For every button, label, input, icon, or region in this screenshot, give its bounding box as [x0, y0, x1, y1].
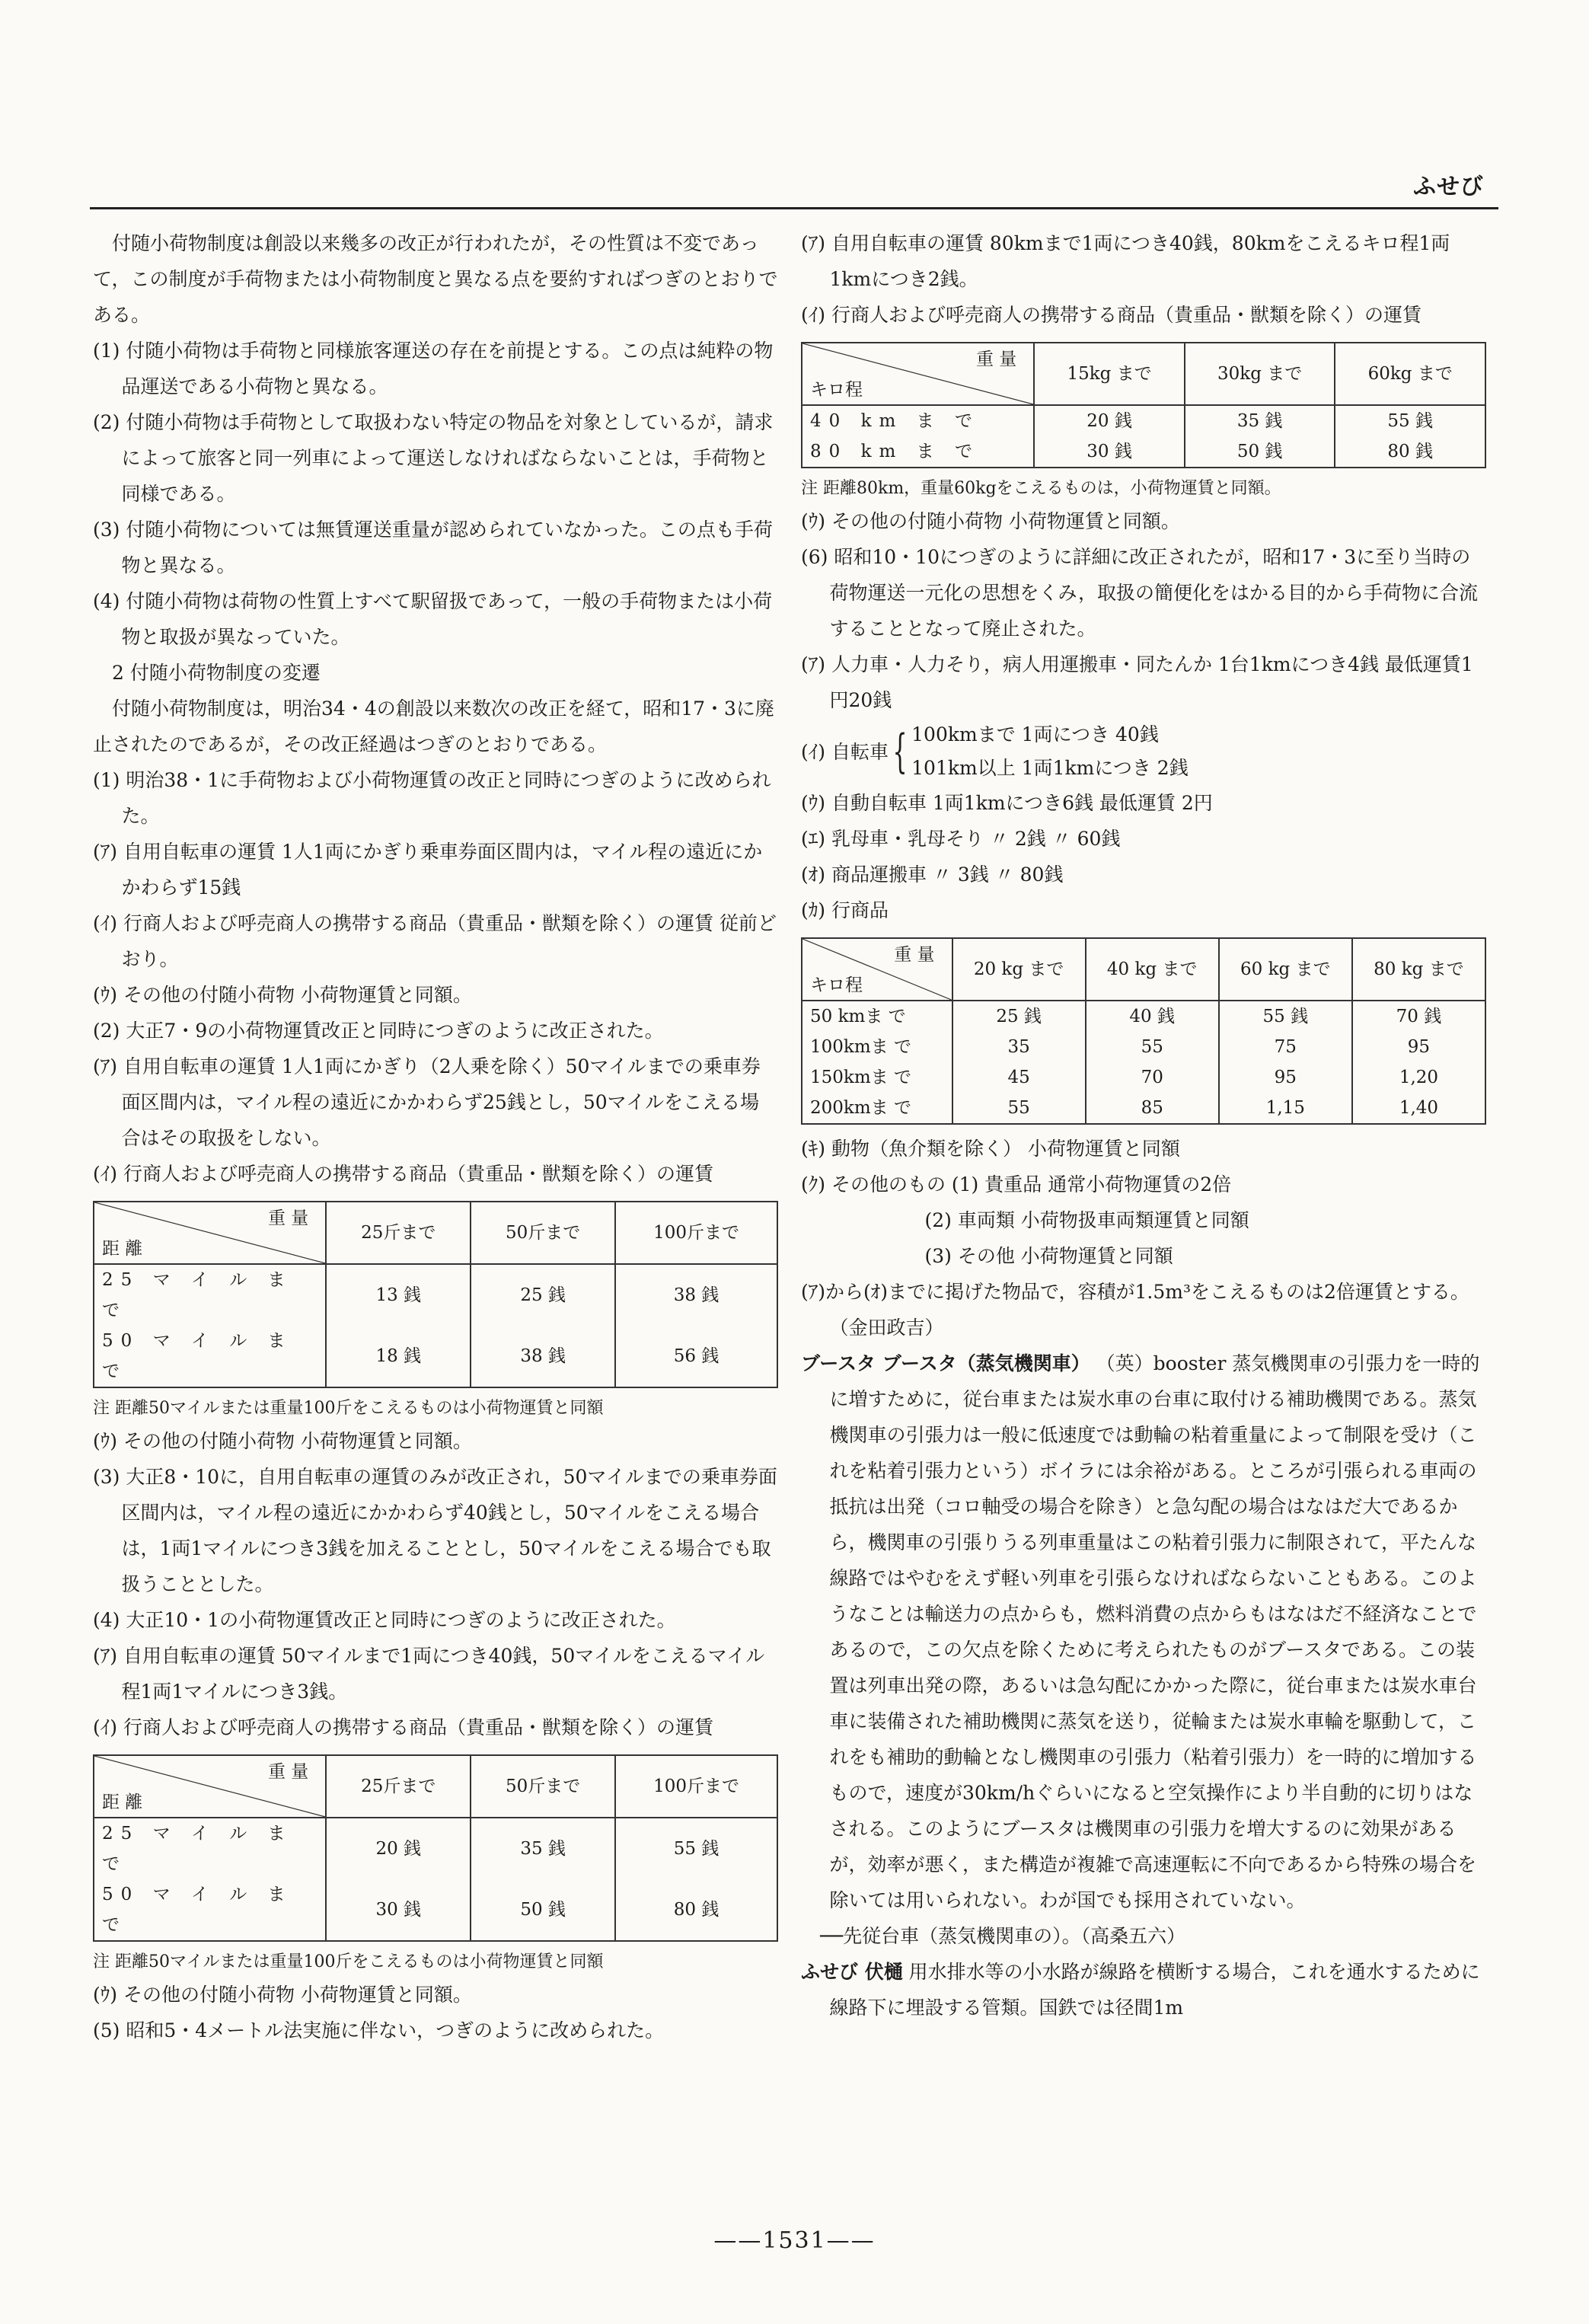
list-item: (ｶ) 行商品: [801, 899, 889, 921]
list-item: (ｱ)から(ｵ)までに掲げた物品で，容積が1.5m³をこえるものは2倍運賃とする。（金田政吉）: [801, 1281, 1469, 1339]
list-item: (1) 明治38・1に手荷物および小荷物運賃の改正と同時につぎのように改められた。: [93, 769, 771, 827]
entry-reference: ──先従台車（蒸気機関車の）。（高桑五六）: [820, 1925, 1186, 1947]
list-item: (5) 昭和5・4メートル法実施に伴ない，つぎのように改められた。: [93, 2019, 665, 2041]
list-item: (2) 大正7・9の小荷物運賃改正と同時につぎのように改正された。: [93, 1020, 664, 1042]
list-item: (ｱ) 自用自転車の運賃 1人1両にかぎり乗車券面区間内は，マイル程の遠近にかかわらず15銭: [93, 841, 763, 899]
corner-top-label: 重 量: [894, 945, 935, 965]
list-item: (ｲ) 行商人および呼売商人の携帯する商品（貴重品・獣類を除く）の運賃: [93, 1716, 713, 1738]
column-header: 80 kg まで: [1352, 938, 1485, 1001]
table-cell: 25 銭: [471, 1264, 615, 1326]
list-item: (4) 大正10・1の小荷物運賃改正と同時につぎのように改正された。: [93, 1609, 676, 1631]
row-label: 100kmま で: [802, 1032, 952, 1062]
bicycle-rates: [801, 718, 1486, 785]
column-header: 25斤まで: [326, 1202, 471, 1264]
column-header: 100斤まで: [615, 1755, 777, 1818]
table-note: 注 距離50マイルまたは重量100斤をこえるものは小荷物運賃と同額: [93, 1952, 604, 1971]
row-label: 50 マ イ ル ま で: [94, 1326, 326, 1387]
table-note: 注 距離50マイルまたは重量100斤をこえるものは小荷物運賃と同額: [93, 1399, 604, 1418]
list-item: (ｳ) その他の付随小荷物 小荷物運賃と同額。: [801, 510, 1180, 532]
table-row: [94, 1264, 777, 1326]
bicycle-rate-line: 100kmまで 1両につき 40銭: [911, 723, 1159, 745]
list-item: (ｸ) その他のもの (1) 貴重品 通常小荷物運賃の2倍: [801, 1173, 1232, 1196]
table-cell: 55: [1086, 1032, 1219, 1062]
table-cell: 30 銭: [1034, 436, 1185, 468]
corner-bottom-label: キロ程: [810, 975, 863, 995]
list-item: (6) 昭和10・10につぎのように詳細に改正されたが，昭和17・3に至り当時の荷物運送一元化の思想をくみ，取扱の簡便化をはかる目的から手荷物に合流することとなって廃止された。: [801, 546, 1479, 640]
table-cell: 35 銭: [471, 1818, 615, 1879]
table-note: 注 距離80km，重量60kgをこえるものは，小荷物運賃と同額。: [801, 479, 1281, 498]
column-header: 50斤まで: [471, 1202, 615, 1264]
table-cell: 18 銭: [326, 1326, 471, 1387]
corner-top-label: 重 量: [268, 1762, 309, 1782]
table-cell: 95: [1352, 1032, 1485, 1062]
header-rule: [90, 207, 1498, 209]
table-cell: 35 銭: [1185, 405, 1335, 436]
list-item: (ｱ) 自用自転車の運賃 80kmまで1両につき40銭，80kmをこえるキロ程1両1kmにつき2銭。: [801, 232, 1450, 290]
table-cell: 35: [952, 1032, 1086, 1062]
list-item: (2) 付随小荷物は手荷物として取扱わない特定の物品を対象としているが，請求によって旅客と同一列車によって運送しなければならないことは，手荷物と同様である。: [93, 411, 774, 505]
rate-table-1935: [801, 937, 1486, 1125]
column-header: 100斤まで: [615, 1202, 777, 1264]
table-cell: 85: [1086, 1093, 1219, 1124]
table-row: [802, 436, 1485, 468]
table-row: [802, 1093, 1485, 1124]
row-label: 50 マ イ ル ま で: [94, 1879, 326, 1941]
page-number: ——1531——: [713, 2227, 876, 2254]
list-item: (ｱ) 人力車・人力そり，病人用運搬車・同たんか 1台1kmにつき4銭 最低運賃1円20銭: [801, 653, 1473, 711]
running-header: ふせび: [1413, 174, 1484, 200]
fusebi-entry: [801, 1954, 1486, 2026]
row-label: 200kmま で: [802, 1093, 952, 1124]
list-item: (ｳ) その他の付随小荷物 小荷物運賃と同額。: [93, 1430, 472, 1452]
row-label: 80 km ま で: [802, 436, 1034, 468]
booster-entry: [801, 1346, 1486, 1918]
list-item: (1) 付随小荷物は手荷物と同様旅客運送の存在を前提とする。この点は純粋の物品運送である小荷物と異なる。: [93, 340, 774, 397]
list-item: (ｲ) 行商人および呼売商人の携帯する商品（貴重品・獣類を除く）の運賃 従前どおり。: [93, 912, 777, 970]
bicycle-rate-line: 101km以上 1両1kmにつき 2銭: [911, 757, 1189, 779]
list-item: (3) その他 小荷物運賃と同額: [924, 1245, 1173, 1267]
entry-headword: ふせび 伏樋: [801, 1961, 903, 1983]
row-label: 25 マ イ ル ま で: [94, 1818, 326, 1879]
table-cell: 20 銭: [326, 1818, 471, 1879]
table-cell: 95: [1219, 1062, 1352, 1093]
rate-table-1918: [93, 1201, 778, 1388]
list-item: (ｳ) その他の付随小荷物 小荷物運賃と同額。: [93, 984, 472, 1006]
list-item: (3) 大正8・10に，自用自転車の運賃のみが改正され，50マイルまでの乗車券面区間内は，マイル程の遠近にかかわらず40銭とし，50マイルをこえる場合は，1両1マイルにつき3銭を加えることとし，50マイルをこえる場合でも取扱うこととした。: [93, 1466, 777, 1595]
table-cell: 13 銭: [326, 1264, 471, 1326]
entry-body: （英）booster 蒸気機関車の引張力を一時的に増すために，従台車または炭水車の台車に取付ける補助機関である。蒸気機関車の引張力は一般に低速度では動輪の粘着重量によって制限を受け（これを粘着引張力という）ボイラには余裕がある。ところが引張られる車両の抵抗は出発（コロ軸受の場合を除き）と急勾配の場合はなはだ大であるから，機関車の引張りうる列車重量はこの粘着引張力に制限されて，平たんな線路ではやむをえず軽い列車を引張らなければならないこともある。このようなことは輸送力の点からも，燃料消費の点からもはなはだ不経済なことであるので，この欠点を除くために考えられたものがブースタである。この装置は列車出発の際，あるいは急勾配にかかった際に，従台車または炭水車台車に装備された補助機関に蒸気を送り，従輪または炭水車輪を駆動して，これをも補助的動輪となし機関車の引張力（粘着引張力）を一時的に増加するもので，速度が30km/hぐらいになると空気操作により半自動的に切りはなされる。このようにブースタは機関車の引張力を増大するのに効果があるが，効率が悪く，また構造が複雑で高速運転に不向であるから特殊の場合を除いては用いられない。わが国でも採用されていない。: [829, 1352, 1480, 1911]
table-row: [802, 405, 1485, 436]
list-item: (ｲ) 行商人および呼売商人の携帯する商品（貴重品・獣類を除く）の運賃: [93, 1163, 713, 1185]
entry-headword: ブースタ ブースタ（蒸気機関車）: [801, 1352, 1090, 1374]
rate-table-1921: [93, 1754, 778, 1942]
history-paragraph: 付随小荷物制度は，明治34・4の創設以来数次の改正を経て，昭和17・3に廃止されたのであるが，その改正経過はつぎのとおりである。: [93, 698, 774, 755]
corner-bottom-label: 距 離: [102, 1792, 143, 1812]
table-row: [94, 1326, 777, 1387]
table-corner: [94, 1202, 326, 1264]
table-cell: 70: [1086, 1062, 1219, 1093]
table-cell: 80 銭: [615, 1879, 777, 1941]
column-header: 60kg まで: [1335, 343, 1485, 405]
table-cell: 55 銭: [1335, 405, 1485, 436]
table-row: [802, 1062, 1485, 1093]
table-cell: 30 銭: [326, 1879, 471, 1941]
corner-top-label: 重 量: [268, 1208, 309, 1228]
table-row: [94, 1879, 777, 1941]
table-cell: 20 銭: [1034, 405, 1185, 436]
table-cell: 1,20: [1352, 1062, 1485, 1093]
list-item: (2) 車両類 小荷物扱車両類運賃と同額: [924, 1209, 1249, 1231]
corner-bottom-label: 距 離: [102, 1239, 143, 1259]
table-corner: [94, 1755, 326, 1818]
table-corner: [802, 343, 1034, 405]
entry-body: 用水排水等の小水路が線路を横断する場合，これを通水するために線路下に埋設する管類。国鉄では径間1m: [829, 1961, 1480, 2019]
table-cell: 45: [952, 1062, 1086, 1093]
row-label: 50 kmま で: [802, 1001, 952, 1032]
list-item: (ｲ) 行商人および呼売商人の携帯する商品（貴重品・獣類を除く）の運賃: [801, 304, 1421, 326]
list-item: (ｵ) 商品運搬車 〃 3銭 〃 80銭: [801, 864, 1064, 886]
row-label: 25 マ イ ル ま で: [94, 1264, 326, 1326]
column-header: 20 kg まで: [952, 938, 1086, 1001]
table-cell: 55 銭: [1219, 1001, 1352, 1032]
bicycle-rate-lines: [911, 718, 1189, 785]
row-label: 150kmま で: [802, 1062, 952, 1093]
list-item: (ｱ) 自用自転車の運賃 50マイルまで1両につき40銭，50マイルをこえるマイル程1両1マイルにつき3銭。: [93, 1645, 765, 1703]
right-column: [801, 225, 1486, 2026]
table-cell: 38 銭: [615, 1264, 777, 1326]
table-cell: 80 銭: [1335, 436, 1485, 468]
table-cell: 50 銭: [1185, 436, 1335, 468]
table-cell: 50 銭: [471, 1879, 615, 1941]
table-row: [94, 1818, 777, 1879]
corner-top-label: 重 量: [976, 350, 1017, 369]
list-item: (ｷ) 動物（魚介類を除く） 小荷物運賃と同額: [801, 1138, 1180, 1160]
intro-paragraph: 付随小荷物制度は創設以来幾多の改正が行われたが，その性質は不変であって，この制度が手荷物または小荷物制度と異なる点を要約すればつぎのとおりである。: [93, 232, 778, 326]
column-header: 15kg まで: [1034, 343, 1185, 405]
table-corner: [802, 938, 952, 1001]
column-header: 60 kg まで: [1219, 938, 1352, 1001]
table-row: [802, 1032, 1485, 1062]
table-cell: 1,15: [1219, 1093, 1352, 1124]
list-item: (4) 付随小荷物は荷物の性質上すべて駅留扱であって，一般の手荷物または小荷物と取扱が異なっていた。: [93, 590, 773, 648]
table-cell: 70 銭: [1352, 1001, 1485, 1032]
row-label: 40 km ま で: [802, 405, 1034, 436]
corner-bottom-label: キロ程: [810, 380, 863, 400]
rate-table-1930: [801, 342, 1486, 468]
list-item: (ｳ) その他の付随小荷物 小荷物運賃と同額。: [93, 1984, 472, 2006]
brace-glyph: {: [892, 725, 908, 778]
column-header: 40 kg まで: [1086, 938, 1219, 1001]
section-heading: 2 付随小荷物制度の変遷: [112, 662, 321, 684]
column-header: 50斤まで: [471, 1755, 615, 1818]
bicycle-label: (ｲ) 自転車: [801, 740, 889, 763]
table-cell: 75: [1219, 1032, 1352, 1062]
table-cell: 25 銭: [952, 1001, 1086, 1032]
list-item: (ｱ) 自用自転車の運賃 1人1両にかぎり（2人乗を除く）50マイルまでの乗車券面区間内は，マイル程の遠近にかかわらず25銭とし，50マイルをこえる場合はその取扱をしない。: [93, 1055, 761, 1149]
column-header: 30kg まで: [1185, 343, 1335, 405]
table-cell: 40 銭: [1086, 1001, 1219, 1032]
list-item: (ｴ) 乳母車・乳母そり 〃 2銭 〃 60銭: [801, 828, 1121, 850]
left-column: [93, 225, 778, 2048]
list-item: (3) 付随小荷物については無賃運送重量が認められていなかった。この点も手荷物と異なる。: [93, 519, 773, 576]
table-cell: 55: [952, 1093, 1086, 1124]
column-header: 25斤まで: [326, 1755, 471, 1818]
table-cell: 1,40: [1352, 1093, 1485, 1124]
table-cell: 56 銭: [615, 1326, 777, 1387]
table-cell: 38 銭: [471, 1326, 615, 1387]
table-row: [802, 1001, 1485, 1032]
table-cell: 55 銭: [615, 1818, 777, 1879]
list-item: (ｳ) 自動自転車 1両1kmにつき6銭 最低運賃 2円: [801, 792, 1213, 814]
